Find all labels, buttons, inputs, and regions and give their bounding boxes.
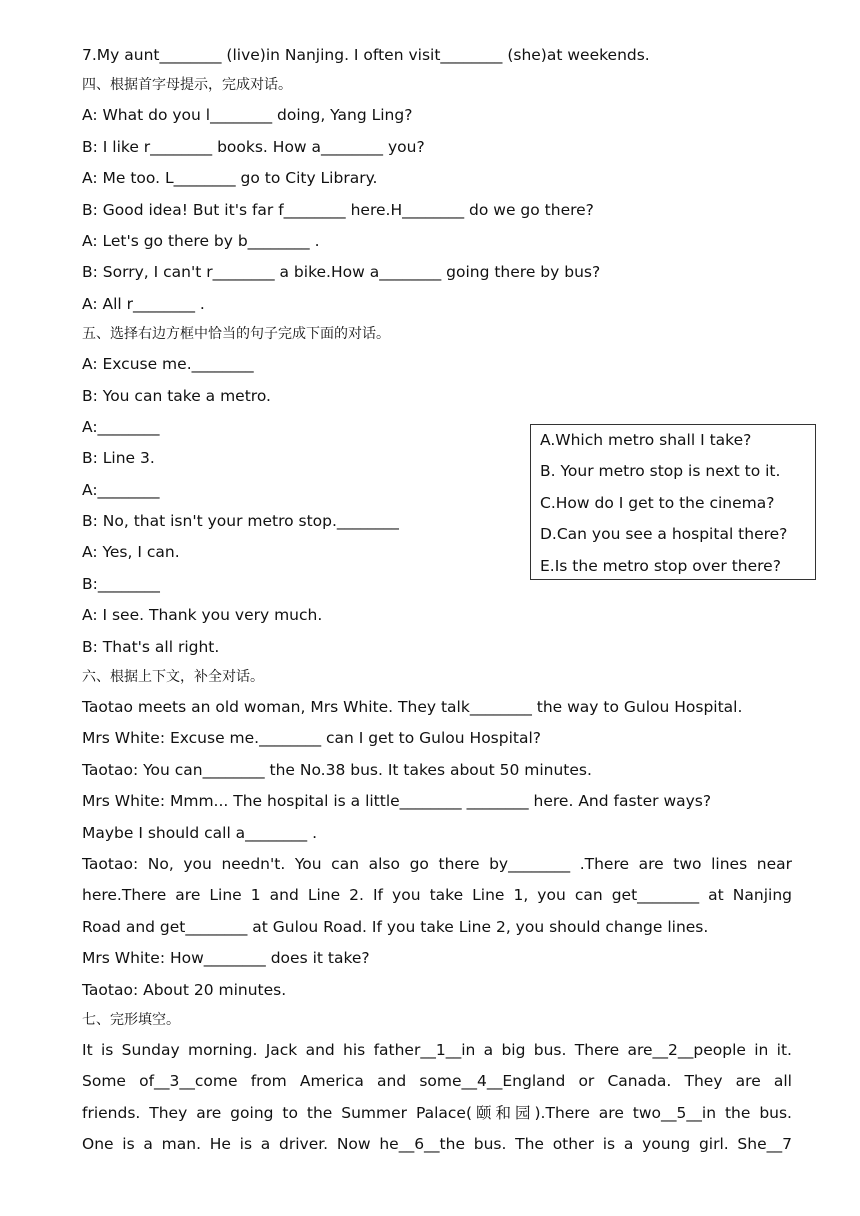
dialogue-line: A: Let's go there by b________ . [82,231,320,250]
section-4-heading: 四、根据首字母提示，完成对话。 [82,77,292,94]
dialogue-line: Taotao: You can________ the No.38 bus. It takes about 50 minutes. [82,760,592,779]
dialogue-line: Maybe I should call a________ . [82,823,318,842]
dialogue-line: B: That's all right. [82,637,220,656]
options-box [530,424,816,580]
dialogue-line: B:________ [82,574,160,593]
dialogue-line: A: What do you l________ doing, Yang Ling? [82,106,413,125]
option-c: C.How do I get to the cinema? [540,493,775,512]
option-b: B. Your metro stop is next to it. [540,462,781,481]
section-7-heading: 七、完形填空。 [82,1011,180,1028]
dialogue-line: B: No, that isn't your metro stop.________ [82,512,399,531]
passage-line: It is Sunday morning. Jack and his father__1__in a big bus. There are__2__people in it. [82,1040,792,1059]
option-e: E.Is the metro stop over there? [540,556,781,575]
dialogue-line: Taotao: No, you needn't. You can also go there by________ .There are two lines near [82,854,792,873]
dialogue-line: Taotao: About 20 minutes. [82,980,287,999]
dialogue-line: B: Line 3. [82,449,155,468]
option-d: D.Can you see a hospital there? [540,525,788,544]
dialogue-line: Taotao meets an old woman, Mrs White. They talk________ the way to Gulou Hospital. [82,698,743,717]
dialogue-line: A: Me too. L________ go to City Library. [82,169,378,188]
cloze-passage [82,1035,792,1161]
dialogue-line: A:________ [82,417,160,436]
dialogue-line: Road and get________ at Gulou Road. If you take Line 2, you should change lines. [82,917,709,936]
passage-line: One is a man. He is a driver. Now he__6__the bus. The other is a young girl. She__7 [82,1135,792,1154]
dialogue-line: A:________ [82,480,160,499]
dialogue-line: B: Good idea! But it's far f________ here.H________ do we go there? [82,200,594,219]
worksheet-page [82,40,792,1161]
dialogue-line: Mrs White: Excuse me.________ can I get to Gulou Hospital? [82,729,542,748]
dialogue-line: A: I see. Thank you very much. [82,606,323,625]
dialogue-line: Mrs White: How________ does it take? [82,949,370,968]
dialogue-line: B: You can take a metro. [82,386,271,405]
dialogue-line: B: Sorry, I can't r________ a bike.How a________ going there by bus? [82,263,601,282]
option-a: A.Which metro shall I take? [540,431,752,449]
section-6-heading: 六、根据上下文，补全对话。 [82,669,264,686]
passage-line: Some of__3__come from America and some__4__England or Canada. They are all [82,1072,792,1091]
question-7: 7.My aunt________ (live)in Nanjing. I often visit________ (she)at weekends. [82,46,650,64]
dialogue-line: here.There are Line 1 and Line 2. If you take Line 1, you can get________ at Nanjing [82,886,792,905]
passage-line: friends. They are going to the Summer Palace(颐和园).There are two__5__in the bus. [82,1103,792,1122]
section-4-dialogue [82,100,792,320]
dialogue-line: A: All r________ . [82,294,205,313]
dialogue-line: A: Yes, I can. [82,543,180,562]
dialogue-line: B: I like r________ books. How a________ you? [82,137,425,156]
section-6-dialogue [82,692,792,1006]
dialogue-line: Mrs White: Mmm... The hospital is a little________ ________ here. And faster ways? [82,792,712,811]
section-5-heading: 五、选择右边方框中恰当的句子完成下面的对话。 [82,326,390,343]
dialogue-line: A: Excuse me.________ [82,355,254,374]
